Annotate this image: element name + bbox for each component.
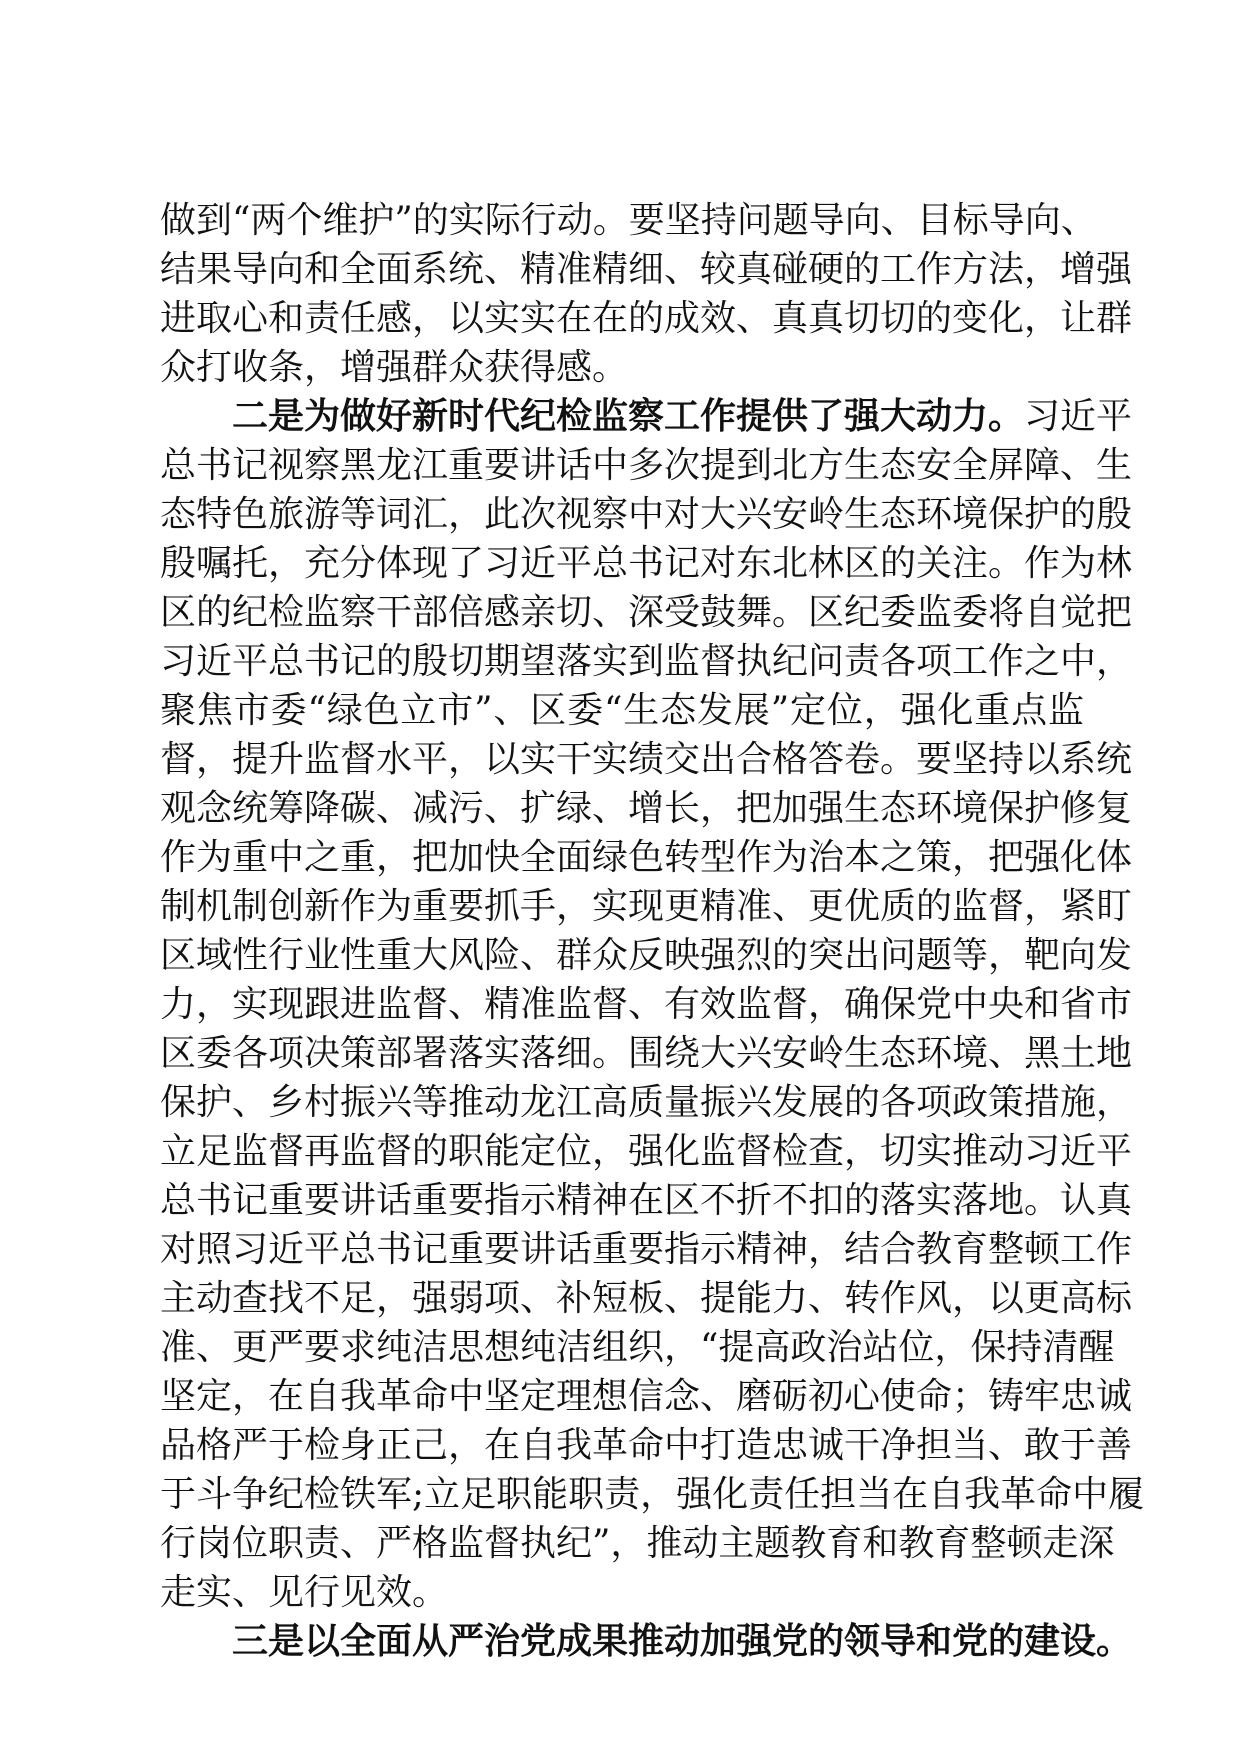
text-line (160, 1519, 1115, 1568)
text-line (160, 1323, 1115, 1372)
text-line (160, 882, 1133, 931)
text-line (160, 637, 1133, 686)
line-text: 做到“两个维护”的实际行动。要坚持问题导向、目标导向、 (160, 200, 1097, 241)
text-line (160, 980, 1133, 1029)
line-text: 保护、乡村振兴等推动龙江高质量振兴发展的各项政策措施， (160, 1082, 1133, 1123)
text-line (160, 441, 1133, 490)
line-text: 力，实现跟进监督、精准监督、有效监督，确保党中央和省市 (160, 984, 1133, 1025)
text-line (160, 735, 1133, 784)
line-text: 总书记重要讲话重要指示精神在区不折不扣的落实落地。认真 (160, 1180, 1133, 1221)
line-text: 坚定，在自我革命中坚定理想信念、磨砺初心使命；铸牢忠诚 (160, 1376, 1133, 1417)
line-text: 区的纪检监察干部倍感亲切、深受鼓舞。区纪委监委将自觉把 (160, 592, 1133, 633)
section-two-heading-line (160, 392, 1133, 441)
line-text: 习近平总书记的殷切期望落实到监督执纪问责各项工作之中， (160, 641, 1133, 682)
section-three-heading-line (160, 1617, 1133, 1666)
line-text: 督，提升监督水平，以实干实绩交出合格答卷。要坚持以系统 (160, 739, 1133, 780)
text-line (160, 245, 1133, 294)
text-line (160, 1225, 1133, 1274)
line-text: 结果导向和全面系统、精准精细、较真碰硬的工作方法，增强 (160, 249, 1133, 290)
text-line (160, 588, 1133, 637)
line-text: 立足监督再监督的职能定位，强化监督检查，切实推动习近平 (160, 1131, 1133, 1172)
text-line (160, 1176, 1133, 1225)
line-text: 准、更严要求纯洁思想纯洁组织，“提高政治站位，保持清醒 (160, 1327, 1115, 1368)
line-text: 主动查找不足，强弱项、补短板、提能力、转作风，以更高标 (160, 1278, 1133, 1319)
line-text: 行岗位职责、严格监督执纪”，推动主题教育和教育整顿走深 (160, 1523, 1115, 1564)
line-text: 聚焦市委“绿色立市”、区委“生态发展”定位，强化重点监 (160, 690, 1084, 731)
text-line (160, 343, 1084, 392)
text-line (160, 294, 1133, 343)
line-text: 区域性行业性重大风险、群众反映强烈的突出问题等，靶向发 (160, 935, 1133, 976)
line-text: 进取心和责任感，以实实在在的成效、真真切切的变化，让群 (160, 298, 1133, 339)
text-line (160, 1372, 1133, 1421)
line-text: 总书记视察黑龙江重要讲话中多次提到北方生态安全屏障、生 (160, 445, 1133, 486)
line-text: 态特色旅游等词汇，此次视察中对大兴安岭生态环境保护的殷 (160, 494, 1133, 535)
text-line (160, 1029, 1133, 1078)
line-text: 作为重中之重，把加快全面绿色转型作为治本之策，把强化体 (160, 837, 1133, 878)
text-line (160, 539, 1133, 588)
text-line (160, 196, 1097, 245)
line-text: 走实、见行见效。 (160, 1572, 449, 1613)
text-line (160, 1274, 1133, 1323)
section-three-heading: 三是以全面从严治党成果推动加强党的领导和党的建设。 (232, 1620, 1133, 1662)
line-text: 对照习近平总书记重要讲话重要指示精神，结合教育整顿工作 (160, 1229, 1133, 1270)
line-text: 制机制创新作为重要抓手，实现更精准、更优质的监督，紧盯 (160, 886, 1133, 927)
text-line (160, 1568, 1084, 1617)
line-text: 于斗争纪检铁军;立足职能职责，强化责任担当在自我革命中履 (160, 1474, 1145, 1515)
line-text: 习近平 (1024, 396, 1133, 437)
text-line (160, 1421, 1133, 1470)
line-text: 殷嘱托，充分体现了习近平总书记对东北林区的关注。作为林 (160, 543, 1133, 584)
text-line (160, 1078, 1133, 1127)
line-text: 品格严于检身正己，在自我革命中打造忠诚干净担当、敢于善 (160, 1425, 1133, 1466)
text-line (160, 833, 1133, 882)
text-line (160, 490, 1133, 539)
line-text: 观念统筹降碳、减污、扩绿、增长，把加强生态环境保护修复 (160, 788, 1133, 829)
text-line (160, 1127, 1133, 1176)
text-line (160, 686, 1084, 735)
line-text: 众打收条，增强群众获得感。 (160, 347, 629, 388)
text-line (160, 1470, 1145, 1519)
text-line (160, 931, 1133, 980)
section-two-heading: 二是为做好新时代纪检监察工作提供了强大动力。 (232, 395, 1025, 437)
document-page (160, 196, 1145, 1666)
text-line (160, 784, 1133, 833)
line-text: 区委各项决策部署落实落细。围绕大兴安岭生态环境、黑土地 (160, 1033, 1133, 1074)
